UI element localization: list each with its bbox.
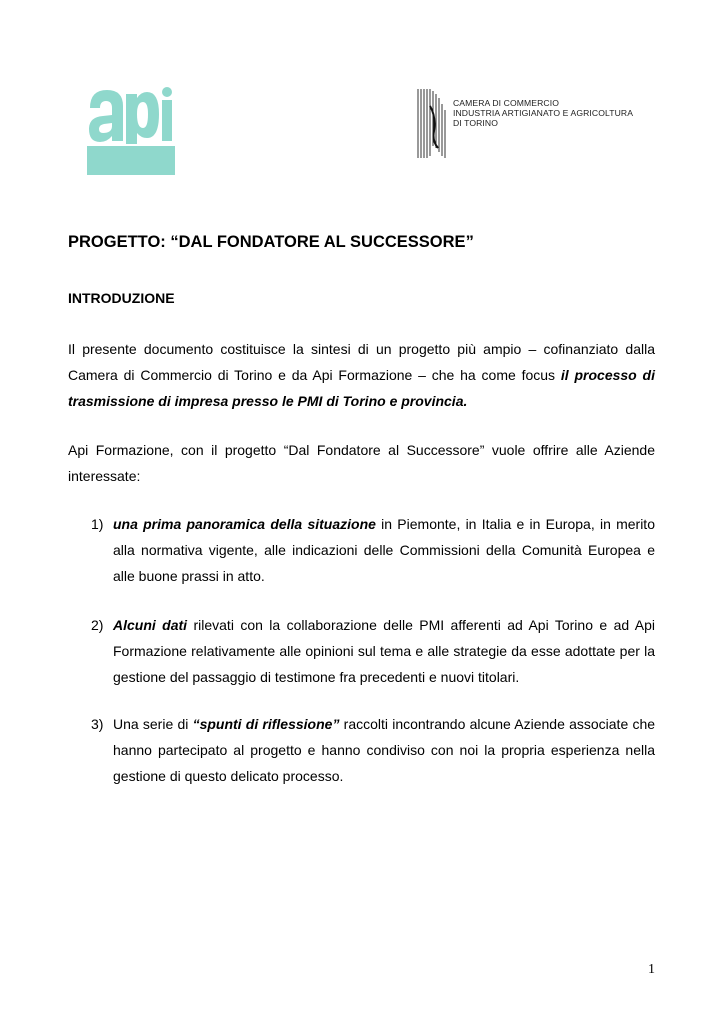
list-item — [68, 711, 655, 789]
list-text: in Piemonte, in Italia e in Europa, in merito alla normativa vigente, alle indicazioni delle Commissioni della Comunità Europea e alle buone prassi in atto. — [113, 516, 655, 584]
list-prefix: Una serie di — [113, 716, 193, 732]
page-title: PROGETTO: “DAL FONDATORE AL SUCCESSORE” — [68, 233, 474, 251]
list-emphasis: Alcuni dati — [113, 617, 188, 633]
list-item — [68, 511, 655, 589]
list-number: 2) — [91, 617, 104, 633]
camera-logo-line: DI TORINO — [453, 118, 498, 128]
list-emphasis: “spunti di riflessione” — [192, 716, 340, 732]
paragraph-emphasis: il processo di trasmissione di impresa presso le PMI di Torino e provincia. — [68, 367, 655, 409]
list-text: raccolti incontrando alcune Aziende associate che hanno partecipato al progetto e hanno condiviso con noi la propria esperienza nella gestione di questo delicato processo. — [113, 716, 656, 784]
list-text: rilevati con la collaborazione delle PMI afferenti ad Api Torino e ad Api Formazione relativamente alle opinioni sul tema e alle strategie da esse adottate per la gestione del passaggio di testimone fra precedenti e nuovi titolari. — [113, 617, 655, 685]
intro-paragraph — [68, 336, 655, 414]
page-number: 1 — [648, 962, 655, 977]
api-formazione-logo — [87, 86, 175, 175]
section-heading: INTRODUZIONE — [68, 290, 175, 306]
camera-logo-line: CAMERA DI COMMERCIO — [453, 98, 559, 108]
list-number: 1) — [91, 516, 104, 532]
camera-logo-line: INDUSTRIA ARTIGIANATO E AGRICOLTURA — [453, 108, 634, 118]
paragraph-text: Il presente documento costituisce la sintesi di un progetto più ampio – cofinanziato dalla Camera di Commercio di Torino e da Api Formazione – che ha come focus — [68, 341, 655, 383]
camera-logo-text — [453, 98, 633, 128]
list-number: 3) — [91, 716, 104, 732]
list-emphasis: una prima panoramica della situazione — [113, 516, 376, 532]
offer-paragraph: Api Formazione, con il progetto “Dal Fondatore al Successore” vuole offrire alle Aziende interessate: — [68, 442, 655, 484]
camera-commercio-logo — [416, 86, 646, 160]
camera-emblem-icon — [416, 86, 450, 160]
list-item — [68, 612, 655, 690]
